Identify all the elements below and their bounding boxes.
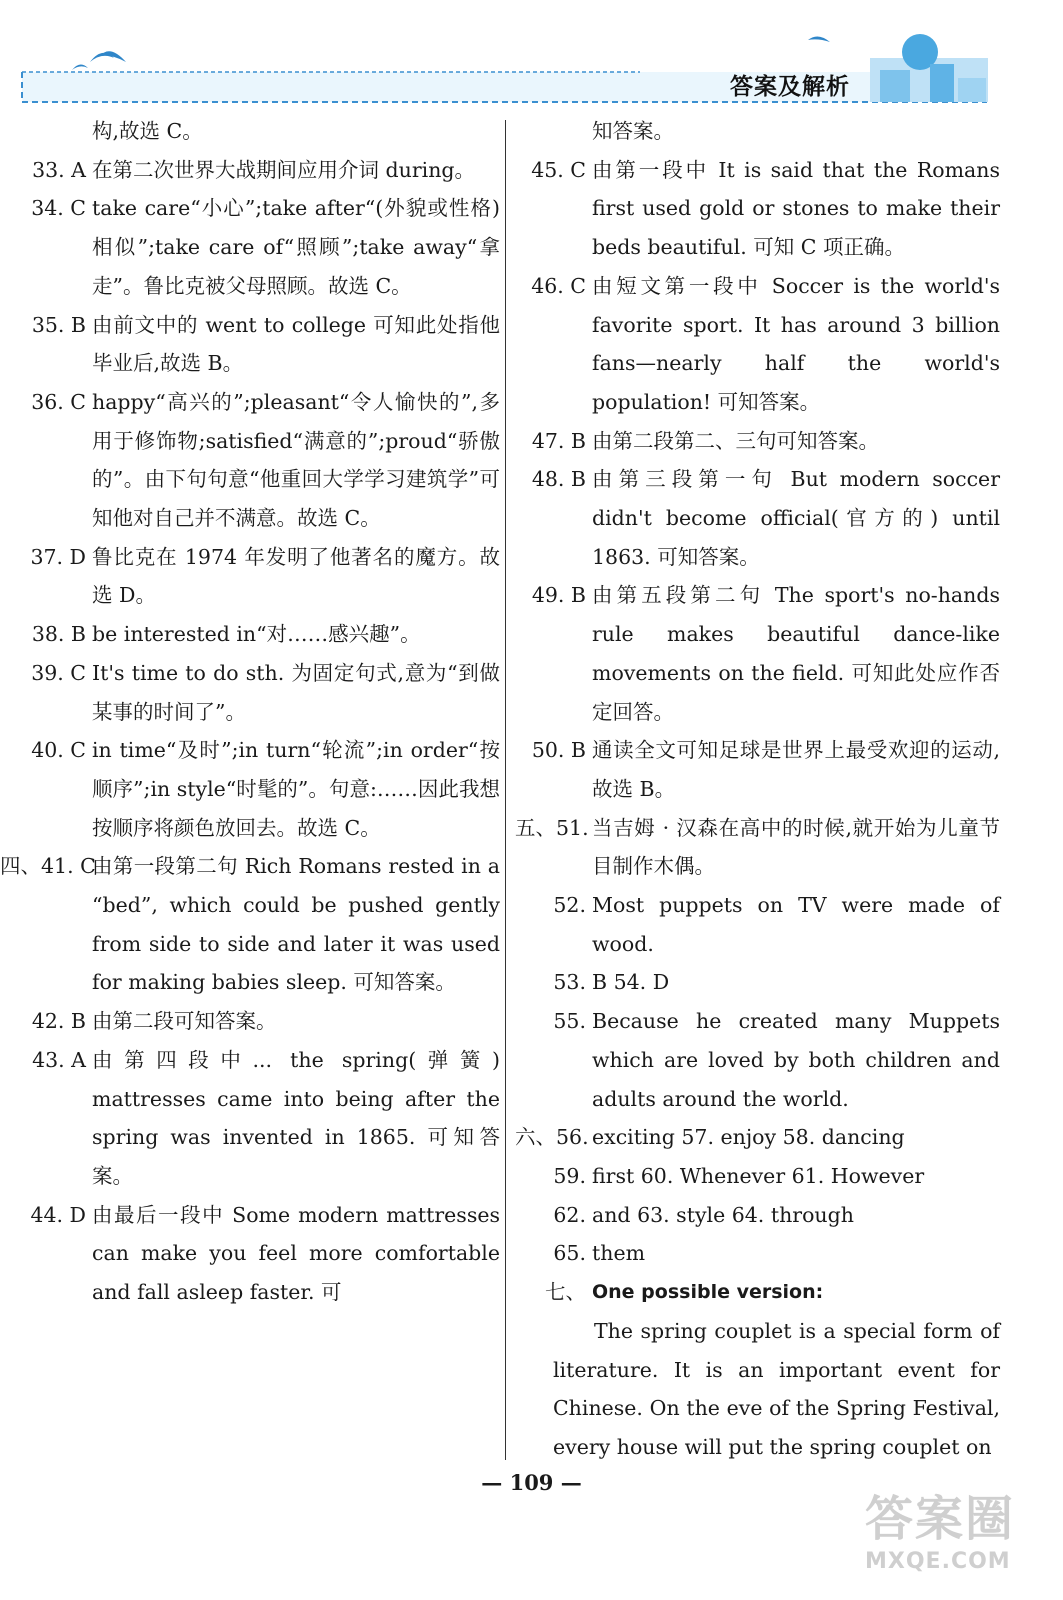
left-column — [0, 112, 500, 1312]
answer-number: 59. — [553, 1163, 586, 1188]
answer-number: 50. B — [531, 738, 586, 763]
answer-number: 38. B — [31, 622, 86, 647]
answer-number: 35. B — [31, 312, 86, 337]
answer-number: 40. C — [31, 738, 86, 763]
answer-item — [0, 615, 500, 654]
section-heading — [515, 1273, 1000, 1312]
answer-item — [515, 1196, 1000, 1235]
answer-item — [0, 654, 500, 731]
answer-text: 由第五段第二句 The sport's no-hands rule makes beautiful dance-like movements on the field. 可知此处应作否定回答。 — [592, 583, 1000, 724]
answer-number: 44. D — [30, 1202, 86, 1227]
answer-text: 由短文第一段中 Soccer is the world's favorite sport. It has around 3 billion fans—nearly half the world's population! 可知答案。 — [592, 273, 1000, 414]
answer-number: 52. — [553, 893, 586, 918]
answer-number: 34. C — [31, 196, 86, 221]
answer-text: 由第一段第二句 Rich Romans rested in a “bed”, which could be pushed gently from side to side and later it was used for making babies sleep. 可知答案。 — [92, 854, 500, 995]
page-header — [0, 0, 1063, 115]
answer-text: 由最后一段中 Some modern mattresses can make you feel more comfortable and fall asleep faster. 可 — [92, 1202, 500, 1305]
answer-item — [0, 1196, 500, 1312]
answer-number: 五、51. — [515, 815, 589, 840]
answer-item — [515, 963, 1000, 1002]
answer-item — [515, 886, 1000, 963]
answer-text: and 63. style 64. through — [592, 1202, 854, 1227]
answer-item — [0, 189, 500, 305]
answer-item — [0, 731, 500, 847]
page-number: — 109 — — [481, 1470, 582, 1495]
answer-text: 由第四段中... the spring(弹簧) mattresses came into being after the spring was invented in 1865. 可知答案。 — [92, 1047, 500, 1188]
continued-text: 构,故选 C。 — [92, 119, 203, 143]
answer-item — [0, 306, 500, 383]
answer-number: 37. D — [30, 544, 86, 569]
answer-text: 通读全文可知足球是世界上最受欢迎的运动,故选 B。 — [592, 738, 1000, 801]
right-column — [515, 112, 1000, 1467]
answer-text: be interested in“对……感兴趣”。 — [92, 622, 421, 647]
watermark-logo: 答案圈 MXQE.COM — [865, 1491, 1016, 1574]
answer-item — [0, 1002, 500, 1041]
answer-number: 42. B — [31, 1009, 86, 1034]
answer-number: 四、41. C — [0, 854, 96, 879]
answer-number: 45. C — [531, 157, 586, 182]
header-title: 答案及解析 — [730, 74, 850, 100]
answer-number: 65. — [553, 1241, 586, 1266]
answer-text: 由第三段第一句 But modern soccer didn't become official(官方的) until 1863. 可知答案。 — [592, 467, 1000, 569]
answer-number: 六、56. — [515, 1125, 589, 1150]
continued-text: 知答案。 — [592, 119, 674, 143]
header-decoration — [0, 0, 1063, 115]
answer-item — [0, 538, 500, 615]
answer-item — [515, 151, 1000, 267]
essay-paragraph: The spring couplet is a special form of literature. It is an important event for Chinese. On the eve of the Spring Festival, every house will put the spring couplet on — [553, 1318, 1000, 1459]
answer-text: 鲁比克在 1974 年发明了他著名的魔方。故选 D。 — [92, 544, 500, 608]
answer-number: 46. C — [531, 273, 586, 298]
answer-item — [515, 267, 1000, 422]
answer-number: 39. C — [31, 660, 86, 685]
answer-text: in time“及时”;in turn“轮流”;in order“按顺序”;in style“时髦的”。句意:……因此我想按顺序将颜色放回去。故选 C。 — [92, 738, 500, 840]
answer-item — [515, 809, 1000, 886]
column-divider — [505, 120, 506, 1460]
answer-number: 62. — [553, 1202, 586, 1227]
answer-text: 由第一段中 It is said that the Romans first used gold or stones to make their beds beautiful. 可知 C 项正确。 — [592, 157, 1000, 260]
answer-item — [515, 422, 1000, 461]
answer-item — [0, 151, 500, 190]
answer-item — [515, 1118, 1000, 1157]
answer-text: take care“小心”;take after“(外貌或性格)相似”;take care of“照顾”;take away“拿走”。鲁比克被父母照顾。故选 C。 — [92, 196, 500, 298]
answer-text: exciting 57. enjoy 58. dancing — [592, 1125, 905, 1150]
bird-icon — [72, 51, 126, 70]
answer-text: 在第二次世界大战期间应用介词 during。 — [92, 157, 476, 182]
answer-text: B 54. D — [592, 970, 670, 995]
answer-item — [0, 1041, 500, 1196]
answer-number: 43. A — [32, 1047, 86, 1072]
answer-item — [515, 1157, 1000, 1196]
answer-text: Most puppets on TV were made of wood. — [592, 893, 1000, 956]
answer-item — [515, 731, 1000, 808]
answer-text: 当吉姆 · 汉森在高中的时候,就开始为儿童节目制作木偶。 — [592, 815, 1000, 879]
answer-item — [515, 1234, 1000, 1273]
answer-number: 47. B — [531, 428, 586, 453]
answer-item — [0, 383, 500, 538]
answer-number: 36. C — [31, 389, 86, 414]
answer-number: 53. — [553, 970, 586, 995]
answer-item — [515, 576, 1000, 731]
answer-text: 由第二段第二、三句可知答案。 — [592, 428, 879, 453]
answer-text: happy“高兴的”;pleasant“令人愉快的”,多用于修饰物;satisfied“满意的”;proud“骄傲的”。由下句句意“他重回大学学习建筑学”可知他对自己并不满意。故选 C。 — [92, 389, 500, 531]
answer-number: 55. — [553, 1009, 586, 1034]
answer-item — [0, 847, 500, 1002]
answer-number: 49. B — [531, 583, 586, 608]
answer-text: 由前文中的 went to college 可知此处指他毕业后,故选 B。 — [92, 312, 500, 376]
answer-item — [515, 460, 1000, 576]
answer-text: Because he created many Muppets which are loved by both children and adults around the world. — [592, 1009, 1000, 1111]
answer-text: One possible version: — [592, 1281, 824, 1304]
answer-number: 七、 — [545, 1280, 586, 1305]
answer-number: 48. B — [531, 467, 586, 492]
answer-number: 33. A — [32, 157, 86, 182]
answer-text: them — [592, 1241, 646, 1266]
answer-item — [515, 1002, 1000, 1118]
answer-text: first 60. Whenever 61. However — [592, 1163, 925, 1188]
answer-text: It's time to do sth. 为固定句式,意为“到做某事的时间了”。 — [92, 660, 500, 724]
answer-text: 由第二段可知答案。 — [92, 1009, 277, 1034]
